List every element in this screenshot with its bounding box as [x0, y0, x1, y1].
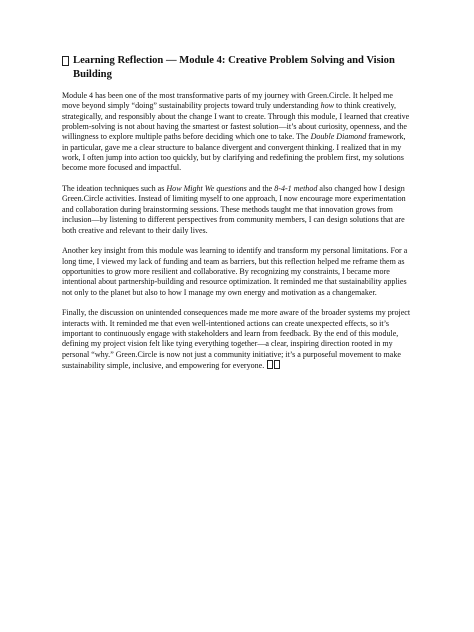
missing-glyph-icon	[274, 360, 280, 369]
paragraph-3: Another key insight from this module was learning to identify and transform my personal limitations. For a long time, I viewed my lack of funding and team as barriers, but this reflection helped me reframe them as opportunities to grow more resilient and collaborative. By recognizing my constraints, I became more intentional about partnership-building and resource optimization. It reminded me that sustainability applies not only to the planet but also to how I manage my own energy and motivation as a changemaker.	[62, 246, 408, 297]
paragraph-1: Module 4 has been one of the most transformative parts of my journey with Green.Circle. It helped me move beyond simply “doing” sustainability projects toward truly understanding how to think creatively, strategically, and responsibly about the change I want to create. Through this module, I learned that creative problem-solving is not about having the smartest or fastest solution—it’s about curiosity, openness, and the willingness to explore multiple paths before deciding which one to take. The Double Diamond framework, in particular, gave me a clear structure to balance divergent and convergent thinking. I realized that in my work, I often jump into action too quickly, but by clarifying and redefining the problem first, my solutions become more focused and impactful.	[62, 91, 410, 173]
missing-glyph-icon	[62, 56, 69, 66]
missing-glyph-icon	[267, 360, 273, 369]
paragraph-4: Finally, the discussion on unintended consequences made me more aware of the broader systems my project interacts with. It reminded me that even well-intentioned actions can create unexpected effects, so it’s important to continuously engage with stakeholders and learn from feedback. By the end of this module, defining my project vision felt like tying everything together—a clear, inspiring direction rooted in my personal “why.” Green.Circle is now not just a community initiative; it’s a purposeful movement to make sustainability simple, inclusive, and empowering for everyone.	[62, 308, 411, 371]
document-title-text: Learning Reflection — Module 4: Creative Problem Solving and Vision Building	[73, 55, 395, 80]
document-title	[62, 54, 412, 81]
paragraph-2: The ideation techniques such as How Might We questions and the 8-4-1 method also changed how I design Green.Circle activities. Instead of limiting myself to one approach, I now encourage more experimentation and collaboration during brainstorming sessions. These methods taught me that innovation grows from inclusion—by listening to different perspectives from community members, I can design solutions that are both creative and relevant to their daily lives.	[62, 184, 406, 235]
